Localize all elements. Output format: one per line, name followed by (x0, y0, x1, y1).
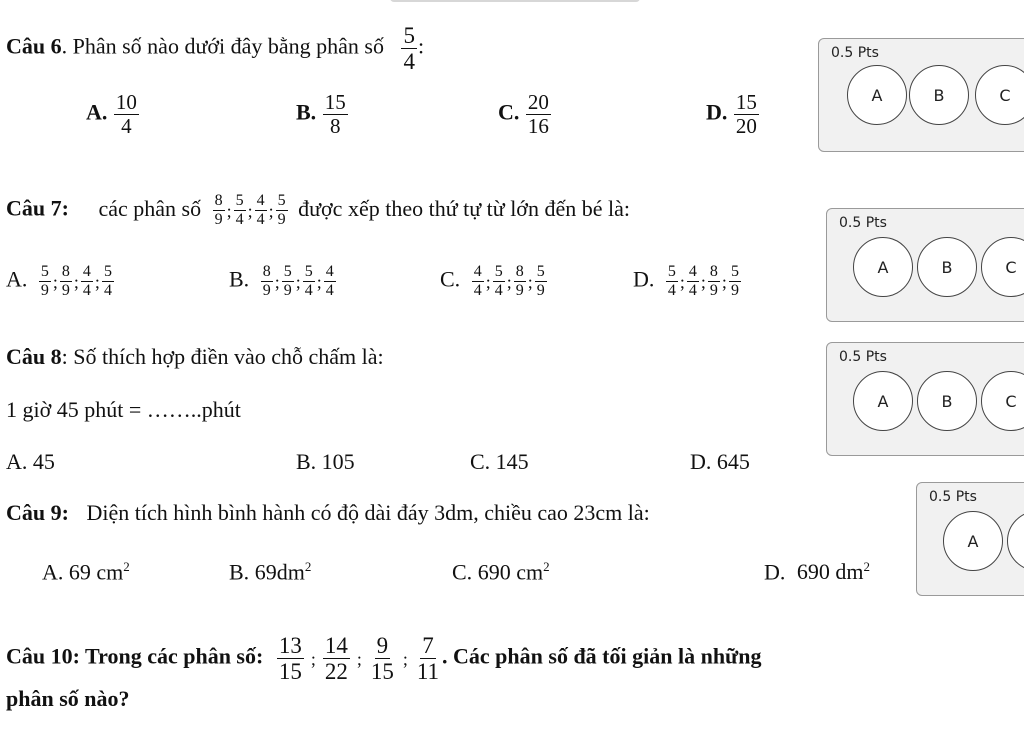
q8-points: 0.5 Pts (839, 349, 887, 365)
q9-points: 0.5 Pts (929, 489, 977, 505)
q7-frac-3: $\frac{4}{4}$ (256, 192, 265, 228)
q7-option-c-letter: C. (440, 266, 461, 292)
q6-option-c-frac: $\frac{20}{16}$ (527, 90, 549, 138)
q6-option-b-letter: B. (296, 99, 317, 125)
q6-option-d-frac: $\frac{15}{20}$ (735, 90, 757, 138)
question-7 (6, 193, 630, 228)
q8-option-d: D. 645 (690, 449, 750, 474)
q9-option-c: C. 690 $cm^2$ (452, 559, 550, 585)
q10-frac-1: $\frac{13}{15}$ (278, 633, 302, 684)
q7-option-b-letter: B. (229, 266, 250, 292)
q7-choice-c[interactable]: C (981, 237, 1024, 297)
q9-text: Diện tích hình bình hành có độ dài đáy 3dm, chiều cao 23cm là: (86, 500, 650, 525)
q9-answer-panel (916, 482, 1024, 596)
q9-choice-a[interactable]: A (943, 511, 1003, 571)
q8-text: : Số thích hợp điền vào chỗ chấm là: (61, 344, 384, 369)
q7-text2: được xếp theo thứ tự từ lớn đến bé là: (298, 195, 630, 221)
q7-sep-3: ; (268, 200, 274, 221)
q7-points: 0.5 Pts (839, 215, 887, 231)
q7-option-b: B. $\frac{8}{9}$ ; $\frac{5}{9}$ ; $\frac{5}{4}$ ; $\frac{4}{4}$ (229, 263, 334, 299)
q9-option-a: A. 69 $cm^2$ (42, 559, 130, 585)
q6-option-a (86, 92, 140, 137)
q6-option-a-frac: $\frac{10}{4}$ (115, 90, 137, 138)
question-10: Câu 10: Trong các phân số: $\frac{13}{15}$ ; $\frac{14}{22}$ ; $\frac{9}{15}$ ; $\frac{7}{11}$ . Các phân số đã tối giản là những (6, 633, 762, 684)
q9-option-b: B. $69dm^2$ (229, 559, 312, 585)
q8-label: Câu 8 (6, 344, 62, 369)
q7-choice-a[interactable]: A (853, 237, 913, 297)
q9-option-d: D. 690 $dm^2$ (764, 559, 871, 585)
q7-option-a-letter: A. (6, 266, 28, 292)
question-6 (6, 24, 424, 73)
q6-text: . Phân số nào dưới đây bằng phân số (61, 33, 384, 59)
q7-choice-b[interactable]: B (917, 237, 977, 297)
q7-label: Câu 7 (6, 195, 62, 221)
q10-label: Câu 10: Trong các phân số: (6, 643, 264, 669)
q8-option-c: C. 145 (470, 449, 529, 474)
q7-option-c: C. $\frac{4}{4}$ ; $\frac{5}{4}$ ; $\frac{8}{9}$ ; $\frac{5}{9}$ (440, 263, 545, 299)
q10-frac-2: $\frac{14}{22}$ (324, 633, 348, 684)
q8-choice-b[interactable]: B (917, 371, 977, 431)
q7-answer-panel (826, 208, 1024, 322)
q6-option-d (706, 92, 760, 137)
q6-choice-c[interactable]: C (975, 65, 1024, 125)
q7-frac-1: $\frac{8}{9}$ (214, 192, 223, 228)
question-8 (6, 344, 384, 370)
q6-option-b-frac: $\frac{15}{8}$ (324, 90, 346, 138)
q6-option-c (498, 92, 552, 137)
q8-option-b: B. 105 (296, 449, 355, 474)
q6-fraction (401, 24, 417, 73)
q8-choice-a[interactable]: A (853, 371, 913, 431)
q10-text2: phân số nào? (6, 686, 130, 711)
q7-option-d: D. $\frac{5}{4}$ ; $\frac{4}{4}$ ; $\frac{8}{9}$ ; $\frac{5}{9}$ (633, 263, 739, 299)
q10-frac-3: $\frac{9}{15}$ (370, 633, 394, 684)
q7-option-d-letter: D. (633, 266, 655, 292)
q7-sep-1: ; (226, 200, 232, 221)
q6-option-d-letter: D. (706, 99, 728, 125)
q6-option-c-letter: C. (498, 99, 520, 125)
q6-points: 0.5 Pts (831, 45, 879, 61)
q9-choice-b-partial[interactable] (1007, 511, 1024, 571)
q6-answer-panel (818, 38, 1024, 152)
q8-option-a: A. 45 (6, 449, 55, 474)
q7-text: các phân số (98, 195, 202, 221)
q6-option-a-letter: A. (86, 99, 108, 125)
q8-choice-c[interactable]: C (981, 371, 1024, 431)
q7-sep-2: ; (247, 200, 253, 221)
q6-choice-a[interactable]: A (847, 65, 907, 125)
question-9 (6, 500, 650, 526)
q6-label: Câu 6 (6, 33, 62, 59)
q6-option-b (296, 92, 349, 137)
q8-answer-panel (826, 342, 1024, 456)
q7-frac-2: $\frac{5}{4}$ (235, 192, 244, 228)
q10-text: . Các phân số đã tối giản là những (442, 643, 762, 669)
top-scroll-indicator (390, 0, 640, 2)
q9-label: Câu 9: (6, 500, 69, 525)
q7-colon: : (61, 195, 69, 221)
q7-option-a: A. $\frac{5}{9}$ ; $\frac{8}{9}$ ; $\frac{4}{4}$ ; $\frac{5}{4}$ (6, 263, 112, 299)
q10-frac-4: $\frac{7}{11}$ (416, 633, 440, 684)
q6-frac-num: 5 (403, 23, 415, 48)
q8-line: 1 giờ 45 phút = ……..phút (6, 397, 241, 422)
q6-choice-b[interactable]: B (909, 65, 969, 125)
q6-frac-den: 4 (403, 49, 415, 74)
q7-frac-4: $\frac{5}{9}$ (277, 192, 286, 228)
q6-colon: : (417, 33, 425, 59)
